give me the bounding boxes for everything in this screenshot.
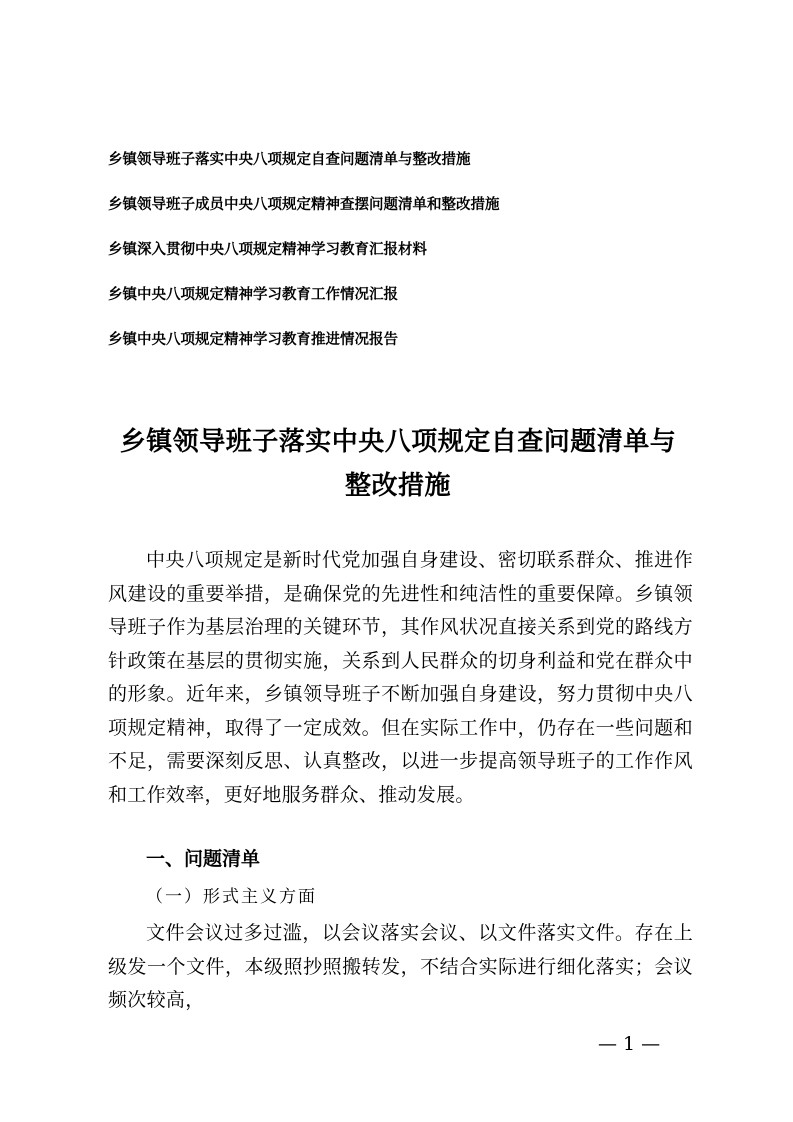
toc-item[interactable]: 乡镇中央八项规定精神学习教育推进情况报告 xyxy=(108,332,398,348)
document-title: 乡镇领导班子落实中央八项规定自查问题清单与整改措施 xyxy=(119,427,677,501)
subsection-heading: （一）形式主义方面 xyxy=(146,887,317,907)
table-of-contents xyxy=(108,150,748,375)
formalism-paragraph: 文件会议过多过滥，以会议落实会议、以文件落实文件。存在上级发一个文件，本级照抄照搬转发，不结合实际进行细化落实；会议频次较高， xyxy=(108,922,693,1011)
toc-item[interactable]: 乡镇领导班子落实中央八项规定自查问题清单与整改措施 xyxy=(108,152,471,168)
toc-item[interactable]: 乡镇深入贯彻中央八项规定精神学习教育汇报材料 xyxy=(108,242,427,258)
toc-item[interactable]: 乡镇领导班子成员中央八项规定精神查摆问题清单和整改措施 xyxy=(108,197,500,213)
section-heading: 一、问题清单 xyxy=(146,848,261,870)
page-number: — 1 — xyxy=(598,1033,661,1055)
toc-item[interactable]: 乡镇中央八项规定精神学习教育工作情况汇报 xyxy=(108,287,398,303)
intro-paragraph: 中央八项规定是新时代党加强自身建设、密切联系群众、推进作风建设的重要举措，是确保党的先进性和纯洁性的重要保障。乡镇领导班子作为基层治理的关键环节，其作风状况直接关系到党的路线方针政策在基层的贯彻实施，关系到人民群众的切身利益和党在群众中的形象。近年来，乡镇领导班子不断加强自身建设，努力贯彻中央八项规定精神，取得了一定成效。但在实际工作中，仍存在一些问题和不足，需要深刻反思、认真整改，以进一步提高领导班子的工作作风和工作效率，更好地服务群众、推动发展。 xyxy=(108,549,693,806)
